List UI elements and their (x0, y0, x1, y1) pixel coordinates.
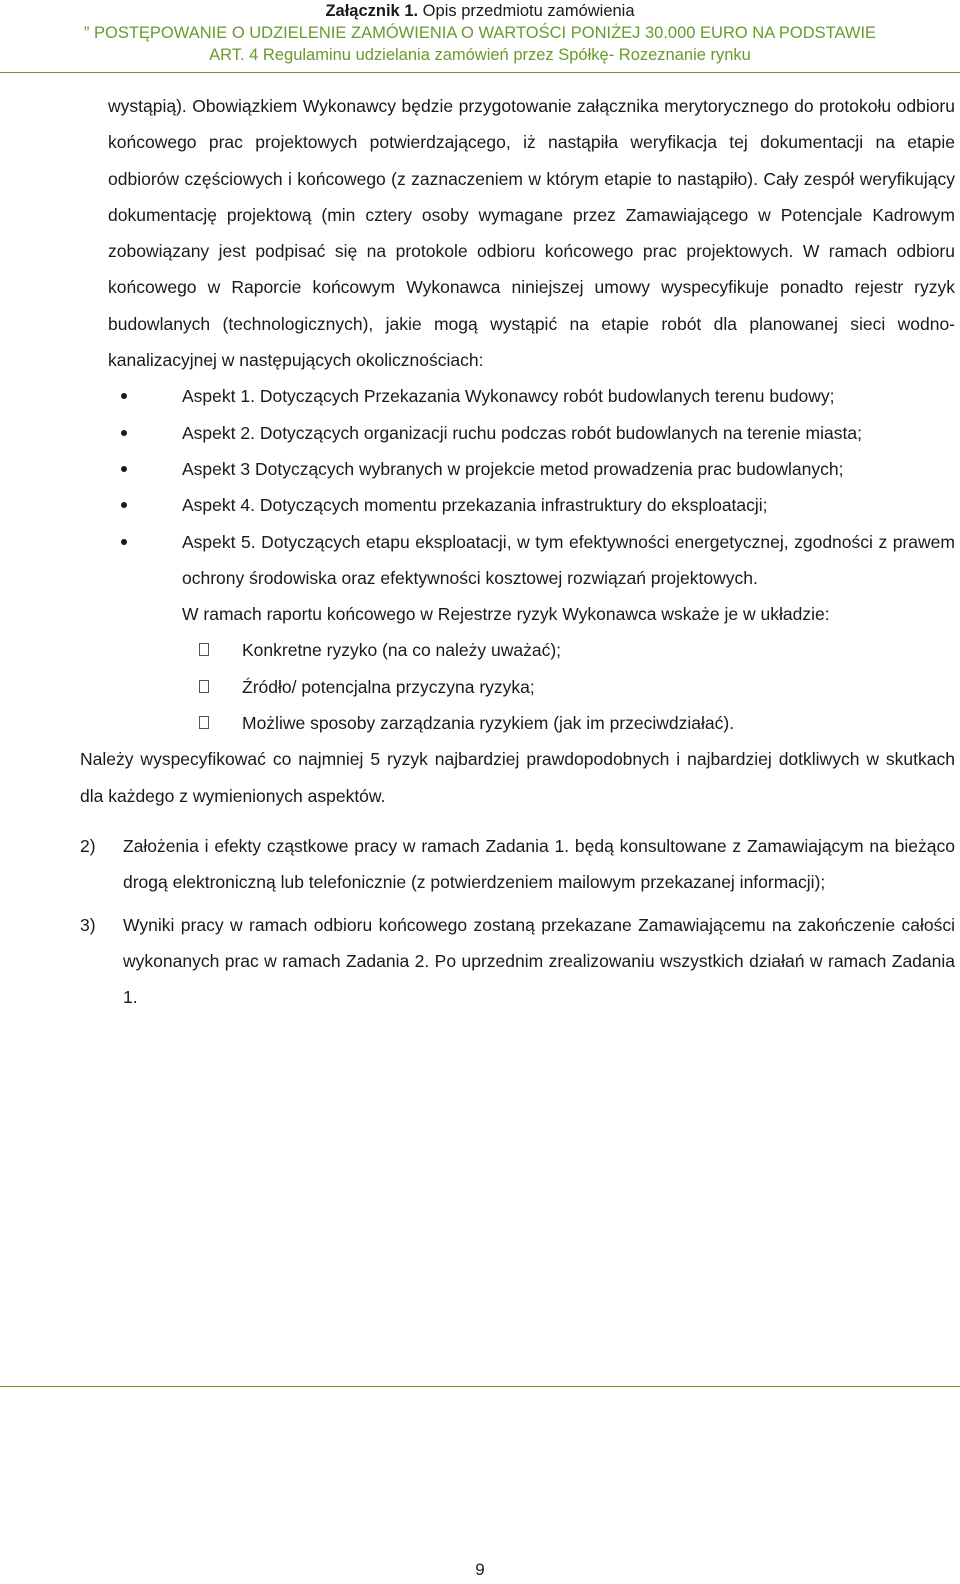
list-item-text: Możliwe sposoby zarządzania ryzykiem (jak im przeciwdziałać). (242, 713, 735, 734)
list-item (182, 451, 955, 487)
bullet-icon (121, 502, 127, 508)
summary-paragraph: Należy wyspecyfikować co najmniej 5 ryzyk najbardziej prawdopodobnych i najbardziej dotkliwych w skutkach dla każdego z wymienionych aspektów. (80, 749, 955, 806)
raport-paragraph: W ramach raportu końcowego w Rejestrze ryzyk Wykonawca wskaże je w układzie: (182, 604, 830, 625)
list-item (242, 705, 955, 741)
list-item (182, 378, 955, 414)
bullet-icon (121, 539, 127, 545)
list-item-text: Aspekt 4. Dotyczących momentu przekazania infrastruktury do eksploatacji; (182, 495, 768, 516)
item-text: Wyniki pracy w ramach odbioru końcowego zostaną przekazane Zamawiającemu na zakończenie całości wykonanych prac w ramach Zadania 2. Po uprzednim zrealizowaniu wszystkich działań w ramach Zadania 1. (123, 914, 955, 1008)
page-number: 9 (475, 1560, 485, 1579)
intro-paragraph: wystąpią). Obowiązkiem Wykonawcy będzie przygotowanie załącznika merytorycznego do protokołu odbioru końcowego prac projektowych potwierdzającego, iż nastąpiła weryfikacja tej dokumentacji na etapie odbiorów częściowych i końcowego (z zaznaczeniem w którym etapie to nastąpiło). Cały zespół weryfikujący dokumentację projektową (min cztery osoby wymagane przez Zamawiającego w Potencjale Kadrowym zobowiązany jest podpisać się na protokole odbioru końcowego prac projektowych. W ramach odbioru końcowego w Raporcie końcowym Wykonawca niniejszej umowy wyspecyfikuje ponadto rejestr ryzyk budowlanych (technologicznych), jakie mogą wystąpić na etapie robót dla planowanej sieci wodno-kanalizacyjnej w następujących okolicznościach: (108, 96, 955, 371)
header-line-2: ” POSTĘPOWANIE O UDZIELENIE ZAMÓWIENIA O WARTOŚCI PONIŻEJ 30.000 EURO NA PODSTAWIE (83, 24, 877, 42)
list-item-text: Aspekt 3 Dotyczących wybranych w projekcie metod prowadzenia prac budowlanych; (182, 458, 844, 479)
risk-register-list (80, 632, 955, 741)
list-item-text: Aspekt 1. Dotyczących Przekazania Wykonawcy robót budowlanych terenu budowy; (182, 386, 835, 407)
header-divider (0, 72, 960, 73)
document-body (80, 88, 955, 1015)
header-line-3: ART. 4 Regulaminu udzielania zamówień przez Spółkę- Rozeznanie rynku (209, 46, 751, 64)
list-item-text: Źródło/ potencjalna przyczyna ryzyka; (242, 676, 535, 697)
checkbox-icon (199, 680, 209, 693)
item-number: 2) (80, 835, 96, 856)
list-item (242, 669, 955, 705)
footer-divider (0, 1386, 960, 1387)
checkbox-icon (199, 643, 209, 656)
item-number: 3) (80, 914, 96, 935)
numbered-item-3 (80, 907, 955, 1016)
header-title: Opis przedmiotu zamówienia (418, 2, 635, 20)
list-item (182, 524, 955, 597)
list-item-text: Aspekt 2. Dotyczących organizacji ruchu podczas robót budowlanych na terenie miasta; (182, 422, 862, 443)
checkbox-icon (199, 716, 209, 729)
bullet-icon (121, 466, 127, 472)
list-item-text: Konkretne ryzyko (na co należy uważać); (242, 640, 562, 661)
header-line-1 (0, 0, 960, 22)
list-item (182, 415, 955, 451)
aspect-list (80, 378, 955, 596)
page-header (0, 0, 960, 66)
list-item (182, 487, 955, 523)
list-item-text: Aspekt 5. Dotyczących etapu eksploatacji, w tym efektywności energetycznej, zgodności z prawem ochrony środowiska oraz efektywności kosztowej rozwiązań projektowych. (182, 531, 955, 588)
bullet-icon (121, 393, 127, 399)
header-attachment-label: Załącznik 1. (325, 2, 419, 20)
numbered-item-2 (80, 828, 955, 901)
item-text: Założenia i efekty cząstkowe pracy w ramach Zadania 1. będą konsultowane z Zamawiającym na bieżąco drogą elektroniczną lub telefonicznie (z potwierdzeniem mailowym przekazanej informacji); (123, 835, 955, 893)
bullet-icon (121, 430, 127, 436)
list-item (242, 632, 955, 668)
